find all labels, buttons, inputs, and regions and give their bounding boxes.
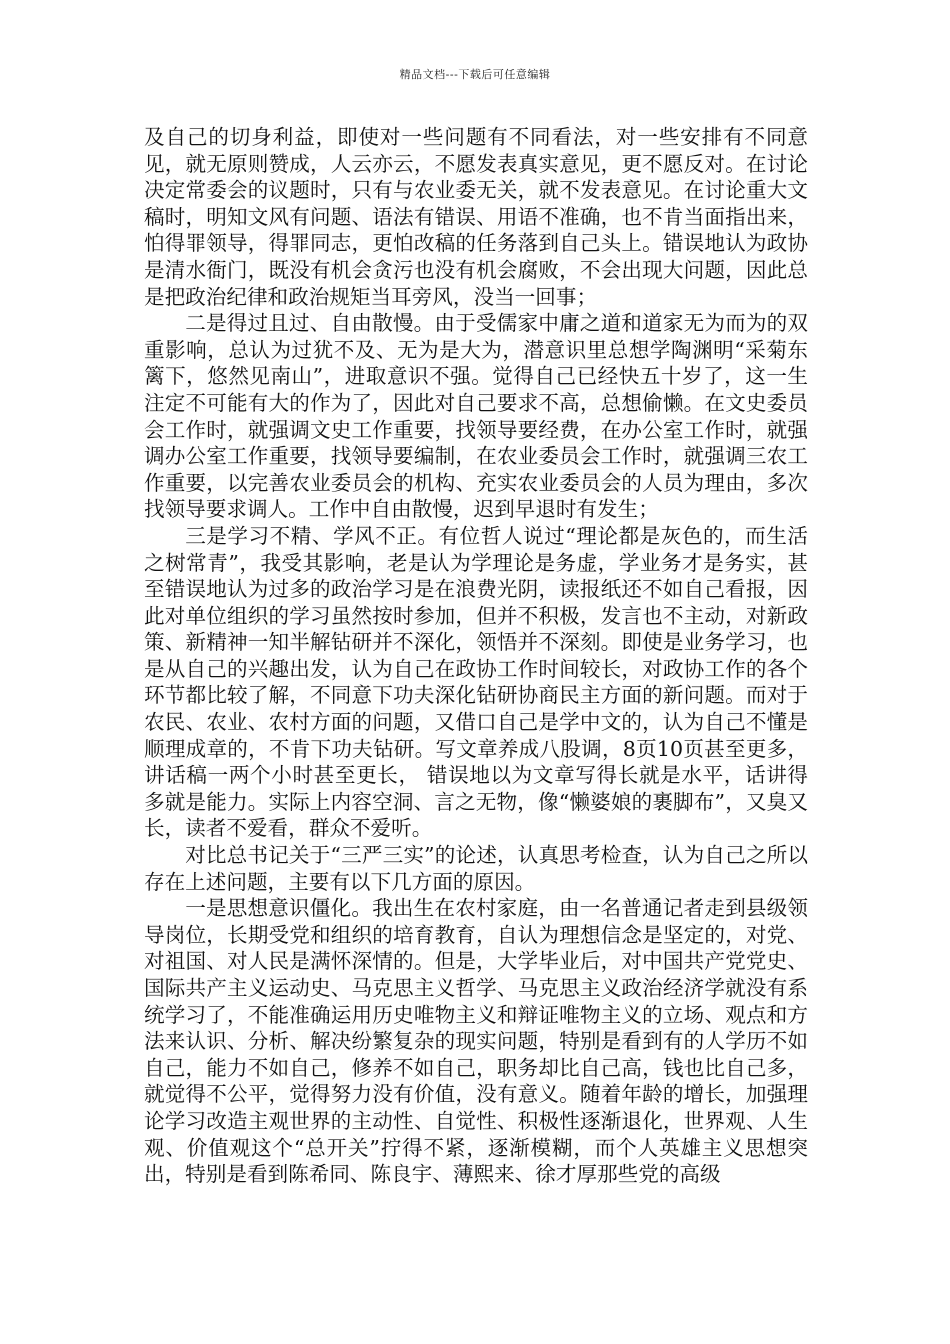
- paragraph-2: 二是得过且过、自由散慢。由于受儒家中庸之道和道家无为而为的双重影响，总认为过犹不及、无为是大为，潜意识里总想学陶渊明“采菊东篱下，悠然见南山”，进取意识不强。觉得自己已经快五十岁了，这一生注定不可能有大的作为了，因此对自己要求不高，总想偷懒。在文史委员会工作时，就强调文史工作重要，找领导要经费，在办公室工作时，就强调办公室工作重要，找领导要编制，在农业委员会工作时，就强调三农工作重要，以完善农业委员会的机构、充实农业委员会的人员为理由，多次找领导要求调人。工作中自由散慢，迟到早退时有发生；: [144, 311, 808, 522]
- paragraph-5: 一是思想意识僵化。我出生在农村家庭，由一名普通记者走到县级领导岗位，长期受党和组织的培育教育，自认为理想信念是坚定的，对党、对祖国、对人民是满怀深情的。但是，大学毕业后，对中国共产党党史、国际共产主义运动史、马克思主义哲学、马克思主义政治经济学就没有系统学习了，不能准确运用历史唯物主义和辩证唯物主义的立场、观点和方法来认识、分析、解决纷繁复杂的现实问题，特别是看到有的人学历不如自己，能力不如自己，修养不如自己，职务却比自己高，钱也比自己多，就觉得不公平，觉得努力没有价值，没有意义。随着年龄的增长，加强理论学习改造主观世界的主动性、自觉性、积极性逐渐退化，世界观、人生观、价值观这个“总开关”拧得不紧，逐渐模糊，而个人英雄主义思想突出，特别是看到陈希同、陈良宇、薄熙来、徐才厚那些党的高级: [144, 896, 808, 1187]
- paragraph-1: 及自己的切身利益，即使对一些问题有不同看法，对一些安排有不同意见，就无原则赞成，人云亦云，不愿发表真实意见，更不愿反对。在讨论决定常委会的议题时，只有与农业委无关，就不发表意见。在讨论重大文稿时，明知文风有问题、语法有错误、用语不准确，也不肯当面指出来，怕得罪领导，得罪同志，更怕改稿的任务落到自己头上。错误地认为政协是清水衙门，既没有机会贪污也没有机会腐败，不会出现大问题，因此总是把政治纪律和政治规矩当耳旁风，没当一回事；: [144, 125, 808, 309]
- page-header: 精品文档---下载后可任意编辑: [399, 68, 551, 81]
- paragraph-3: 三是学习不精、学风不正。有位哲人说过“理论都是灰色的，而生活之树常青”，我受其影响，老是认为学理论是务虚，学业务才是务实，甚至错误地认为过多的政治学习是在浪费光阴，读报纸还不如自己看报，因此对单位组织的学习虽然按时参加，但并不积极，发言也不主动，对新政策、新精神一知半解钻研并不深化，领悟并不深刻。即使是业务学习，也是从自己的兴趣出发，认为自己在政协工作时间较长，对政协工作的各个环节都比较了解，不同意下功夫深化钻研协商民主方面的新问题。而对于农民、农业、农村方面的问题，又借口自己是学中文的，认为自己不懂是顺理成章的，不肯下功夫钻研。写文章养成八股调，8页10页甚至更多，讲话稿一两个小时甚至更长， 错误地以为文章写得长就是水平，话讲得多就是能力。实际上内容空洞、言之无物，像“懒婆娘的裹脚布”，又臭又长，读者不爱看，群众不爱听。: [144, 523, 808, 841]
- paragraph-4: 对比总书记关于“三严三实”的论述，认真思考检查，认为自己之所以存在上述问题，主要有以下几方面的原因。: [144, 843, 808, 894]
- document-body: [144, 124, 808, 1188]
